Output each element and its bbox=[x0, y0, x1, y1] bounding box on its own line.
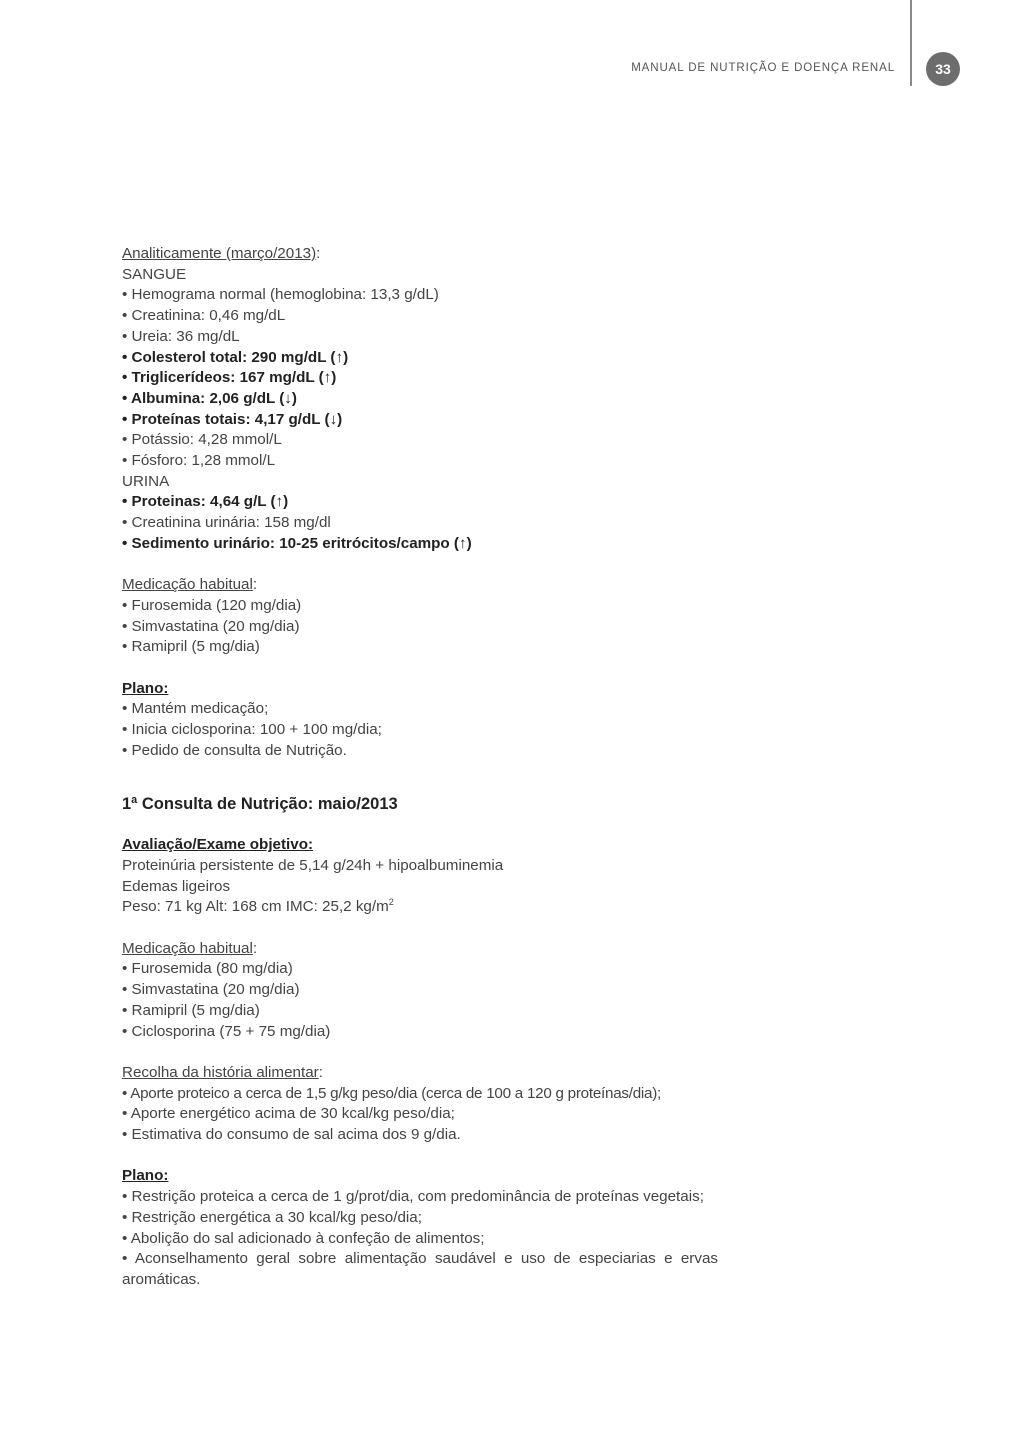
history-item: • Aporte energético acima de 30 kcal/kg peso/dia; bbox=[122, 1105, 455, 1123]
medication-item: • Furosemida (80 mg/dia) bbox=[122, 960, 293, 978]
blood-item: • Fósforo: 1,28 mmol/L bbox=[122, 452, 276, 470]
blood-item: • Creatinina: 0,46 mg/dL bbox=[122, 307, 286, 325]
analytics-heading: Analiticamente (março/2013): bbox=[122, 245, 321, 262]
plan-item: • Inicia ciclosporina: 100 + 100 mg/dia; bbox=[122, 721, 382, 739]
plan-heading: Plano: bbox=[122, 1167, 169, 1185]
history-item: • Aporte proteico a cerca de 1,5 g/kg peso/dia (cerca de 100 a 120 g proteínas/dia); bbox=[122, 1084, 662, 1102]
blood-label: SANGUE bbox=[122, 265, 187, 283]
urine-label: URINA bbox=[122, 472, 170, 490]
plan-item: • Restrição energética a 30 kcal/kg peso/dia; bbox=[122, 1208, 422, 1226]
plan-item: • Aconselhamento geral sobre alimentação saudável e uso de especiarias e ervas aromáticas. bbox=[122, 1250, 718, 1288]
evaluation-heading: Avaliação/Exame objetivo: bbox=[122, 836, 314, 854]
blood-item: • Triglicerídeos: 167 mg/dL (↑) bbox=[122, 369, 337, 387]
plan-item: • Pedido de consulta de Nutrição. bbox=[122, 741, 347, 759]
plan-heading: Plano: bbox=[122, 679, 169, 697]
plan-item: • Restrição proteica a cerca de 1 g/prot/dia, com predominância de proteínas vegetais; bbox=[122, 1188, 704, 1206]
evaluation-line: Peso: 71 kg Alt: 168 cm IMC: 25,2 $kg/m^2$ bbox=[122, 897, 394, 916]
plan-item: • Mantém medicação; bbox=[122, 700, 269, 718]
section-title: 1ª Consulta de Nutrição: maio/2013 bbox=[122, 794, 398, 813]
medication-heading: Medicação habitual: bbox=[122, 576, 258, 594]
document-body bbox=[122, 244, 718, 1291]
blood-item: • Proteínas totais: 4,17 g/dL (↓) bbox=[122, 410, 343, 428]
running-header: MANUAL DE NUTRIÇÃO E DOENÇA RENAL bbox=[631, 62, 895, 74]
blood-item: • Ureia: 36 mg/dL bbox=[122, 327, 240, 345]
blood-item: • Colesterol total: 290 mg/dL (↑) bbox=[122, 348, 349, 366]
blood-item: • Hemograma normal (hemoglobina: 13,3 g/dL) bbox=[122, 286, 439, 304]
medication-item: • Ciclosporina (75 + 75 mg/dia) bbox=[122, 1022, 331, 1040]
plan-item: • Abolição do sal adicionado à confeção de alimentos; bbox=[122, 1229, 485, 1247]
medication-item: • Furosemida (120 mg/dia) bbox=[122, 596, 302, 614]
urine-item: • Proteinas: 4,64 g/L (↑) bbox=[122, 493, 289, 511]
medication-item: • Simvastatina (20 mg/dia) bbox=[122, 981, 300, 999]
evaluation-line: Proteinúria persistente de 5,14 g/24h + hipoalbuminemia bbox=[122, 856, 504, 874]
urine-item: • Creatinina urinária: 158 mg/dl bbox=[122, 514, 331, 532]
medication-heading: Medicação habitual: bbox=[122, 939, 258, 957]
blood-item: • Potássio: 4,28 mmol/L bbox=[122, 431, 282, 449]
page-number-badge: 33 bbox=[926, 52, 960, 86]
medication-item: • Ramipril (5 mg/dia) bbox=[122, 1001, 260, 1019]
medication-item: • Ramipril (5 mg/dia) bbox=[122, 638, 260, 656]
history-heading: Recolha da história alimentar: bbox=[122, 1063, 323, 1081]
urine-item: • Sedimento urinário: 10-25 eritrócitos/campo (↑) bbox=[122, 534, 472, 552]
medication-item: • Simvastatina (20 mg/dia) bbox=[122, 617, 300, 635]
blood-item: • Albumina: 2,06 g/dL (↓) bbox=[122, 389, 297, 407]
history-item: • Estimativa do consumo de sal acima dos 9 g/dia. bbox=[122, 1126, 461, 1144]
header-divider bbox=[910, 0, 912, 86]
evaluation-line: Edemas ligeiros bbox=[122, 877, 231, 895]
